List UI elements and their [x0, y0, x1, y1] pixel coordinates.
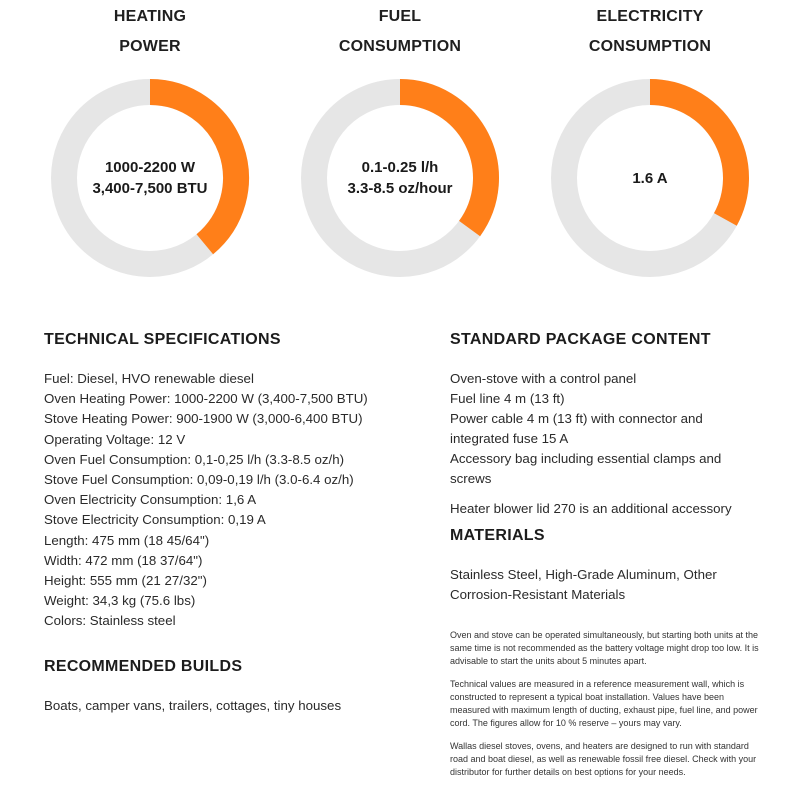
spec-item: Stove Electricity Consumption: 0,19 A [44, 512, 266, 528]
donut-value [550, 78, 750, 278]
accessory-note: Heater blower lid 270 is an additional accessory [450, 501, 732, 516]
package-item: Fuel line 4 m (13 ft) [450, 391, 565, 406]
donut-value-line2: 3,400-7,500 BTU [92, 180, 208, 197]
technical-specifications-section [44, 331, 424, 632]
gauge-title-line2: POWER [119, 38, 181, 55]
spec-item: Fuel: Diesel, HVO renewable diesel [44, 371, 254, 386]
donut-value-line1: 0.1-0.25 l/h [361, 159, 439, 176]
materials-heading: MATERIALS [450, 527, 545, 544]
gauge-electricity-consumption [540, 0, 760, 278]
spec-item: Oven Electricity Consumption: 1,6 A [44, 492, 257, 508]
gauge-title [540, 2, 760, 64]
donut-chart [50, 78, 250, 278]
spec-item: Oven Fuel Consumption: 0,1-0,25 l/h (3.3-8.5 oz/h) [44, 451, 345, 467]
donut-chart [300, 78, 500, 278]
spec-item: Height: 555 mm (21 27/32") [44, 573, 207, 589]
package-item: Power cable 4 m (13 ft) with connector and integrated fuse 15 A [450, 411, 703, 446]
gauge-heating-power [40, 0, 260, 278]
spec-item: Stove Heating Power: 900-1900 W (3,000-6,400 BTU) [44, 411, 363, 427]
technical-specifications-heading: TECHNICAL SPECIFICATIONS [44, 331, 281, 348]
standard-package-section [450, 331, 765, 519]
spec-item: Length: 475 mm (18 45/64") [44, 532, 210, 548]
technical-specifications-list [44, 369, 424, 632]
standard-package-list [450, 369, 765, 519]
gauge-title [290, 2, 510, 64]
gauge-title-line1: ELECTRICITY [596, 8, 704, 25]
gauge-fuel-consumption [290, 0, 510, 278]
materials-section [450, 527, 740, 605]
donut-value-line1: 1000-2200 W [104, 159, 196, 176]
footnotes [450, 629, 765, 789]
package-item: Accessory bag including essential clamps and screws [450, 451, 722, 486]
donut-value [50, 78, 250, 278]
donut-chart [550, 78, 750, 278]
gauge-title-line1: FUEL [378, 8, 422, 25]
spec-item: Oven Heating Power: 1000-2200 W (3,400-7,500 BTU) [44, 391, 368, 407]
recommended-builds-text: Boats, camper vans, trailers, cottages, tiny houses [44, 698, 342, 713]
spec-item: Weight: 34,3 kg (75.6 lbs) [44, 593, 196, 609]
gauge-title [40, 2, 260, 64]
recommended-builds-section [44, 658, 424, 716]
standard-package-heading: STANDARD PACKAGE CONTENT [450, 331, 711, 348]
footnote-paragraph: Technical values are measured in a reference measurement wall, which is constructed to represent a typical boat installation. Values have been measured with maximum length of ducting, exhaust pipe, fuel line, and power cord. The figures allow for 10 % reserve – yours may vary. [450, 679, 758, 728]
gauge-title-line2: CONSUMPTION [588, 38, 712, 55]
spec-item: Stove Fuel Consumption: 0,09-0,19 l/h (3.0-6.4 oz/h) [44, 472, 354, 488]
spec-item: Colors: Stainless steel [44, 613, 176, 629]
package-item: Oven-stove with a control panel [450, 371, 637, 386]
spec-item: Width: 472 mm (18 37/64") [44, 552, 203, 568]
spec-item: Operating Voltage: 12 V [44, 431, 186, 447]
donut-value-line2: 3.3-8.5 oz/hour [347, 180, 453, 197]
donut-value [300, 78, 500, 278]
materials-text: Stainless Steel, High-Grade Aluminum, Other Corrosion-Resistant Materials [450, 567, 717, 602]
gauge-title-line2: CONSUMPTION [338, 38, 462, 55]
recommended-builds-heading: RECOMMENDED BUILDS [44, 658, 243, 675]
gauge-title-line1: HEATING [113, 8, 187, 25]
donut-value-line1: 1.6 A [632, 169, 668, 187]
footnote-paragraph: Wallas diesel stoves, ovens, and heaters are designed to run with standard road and boat diesel, as well as renewable fossil free diesel. Check with your distributor for further details on best options for your needs. [450, 741, 757, 777]
footnote-paragraph: Oven and stove can be operated simultaneously, but starting both units at the same time is not recommended as the battery voltage might drop too low. It is advisable to start the units about 5 minutes apart. [450, 630, 759, 666]
